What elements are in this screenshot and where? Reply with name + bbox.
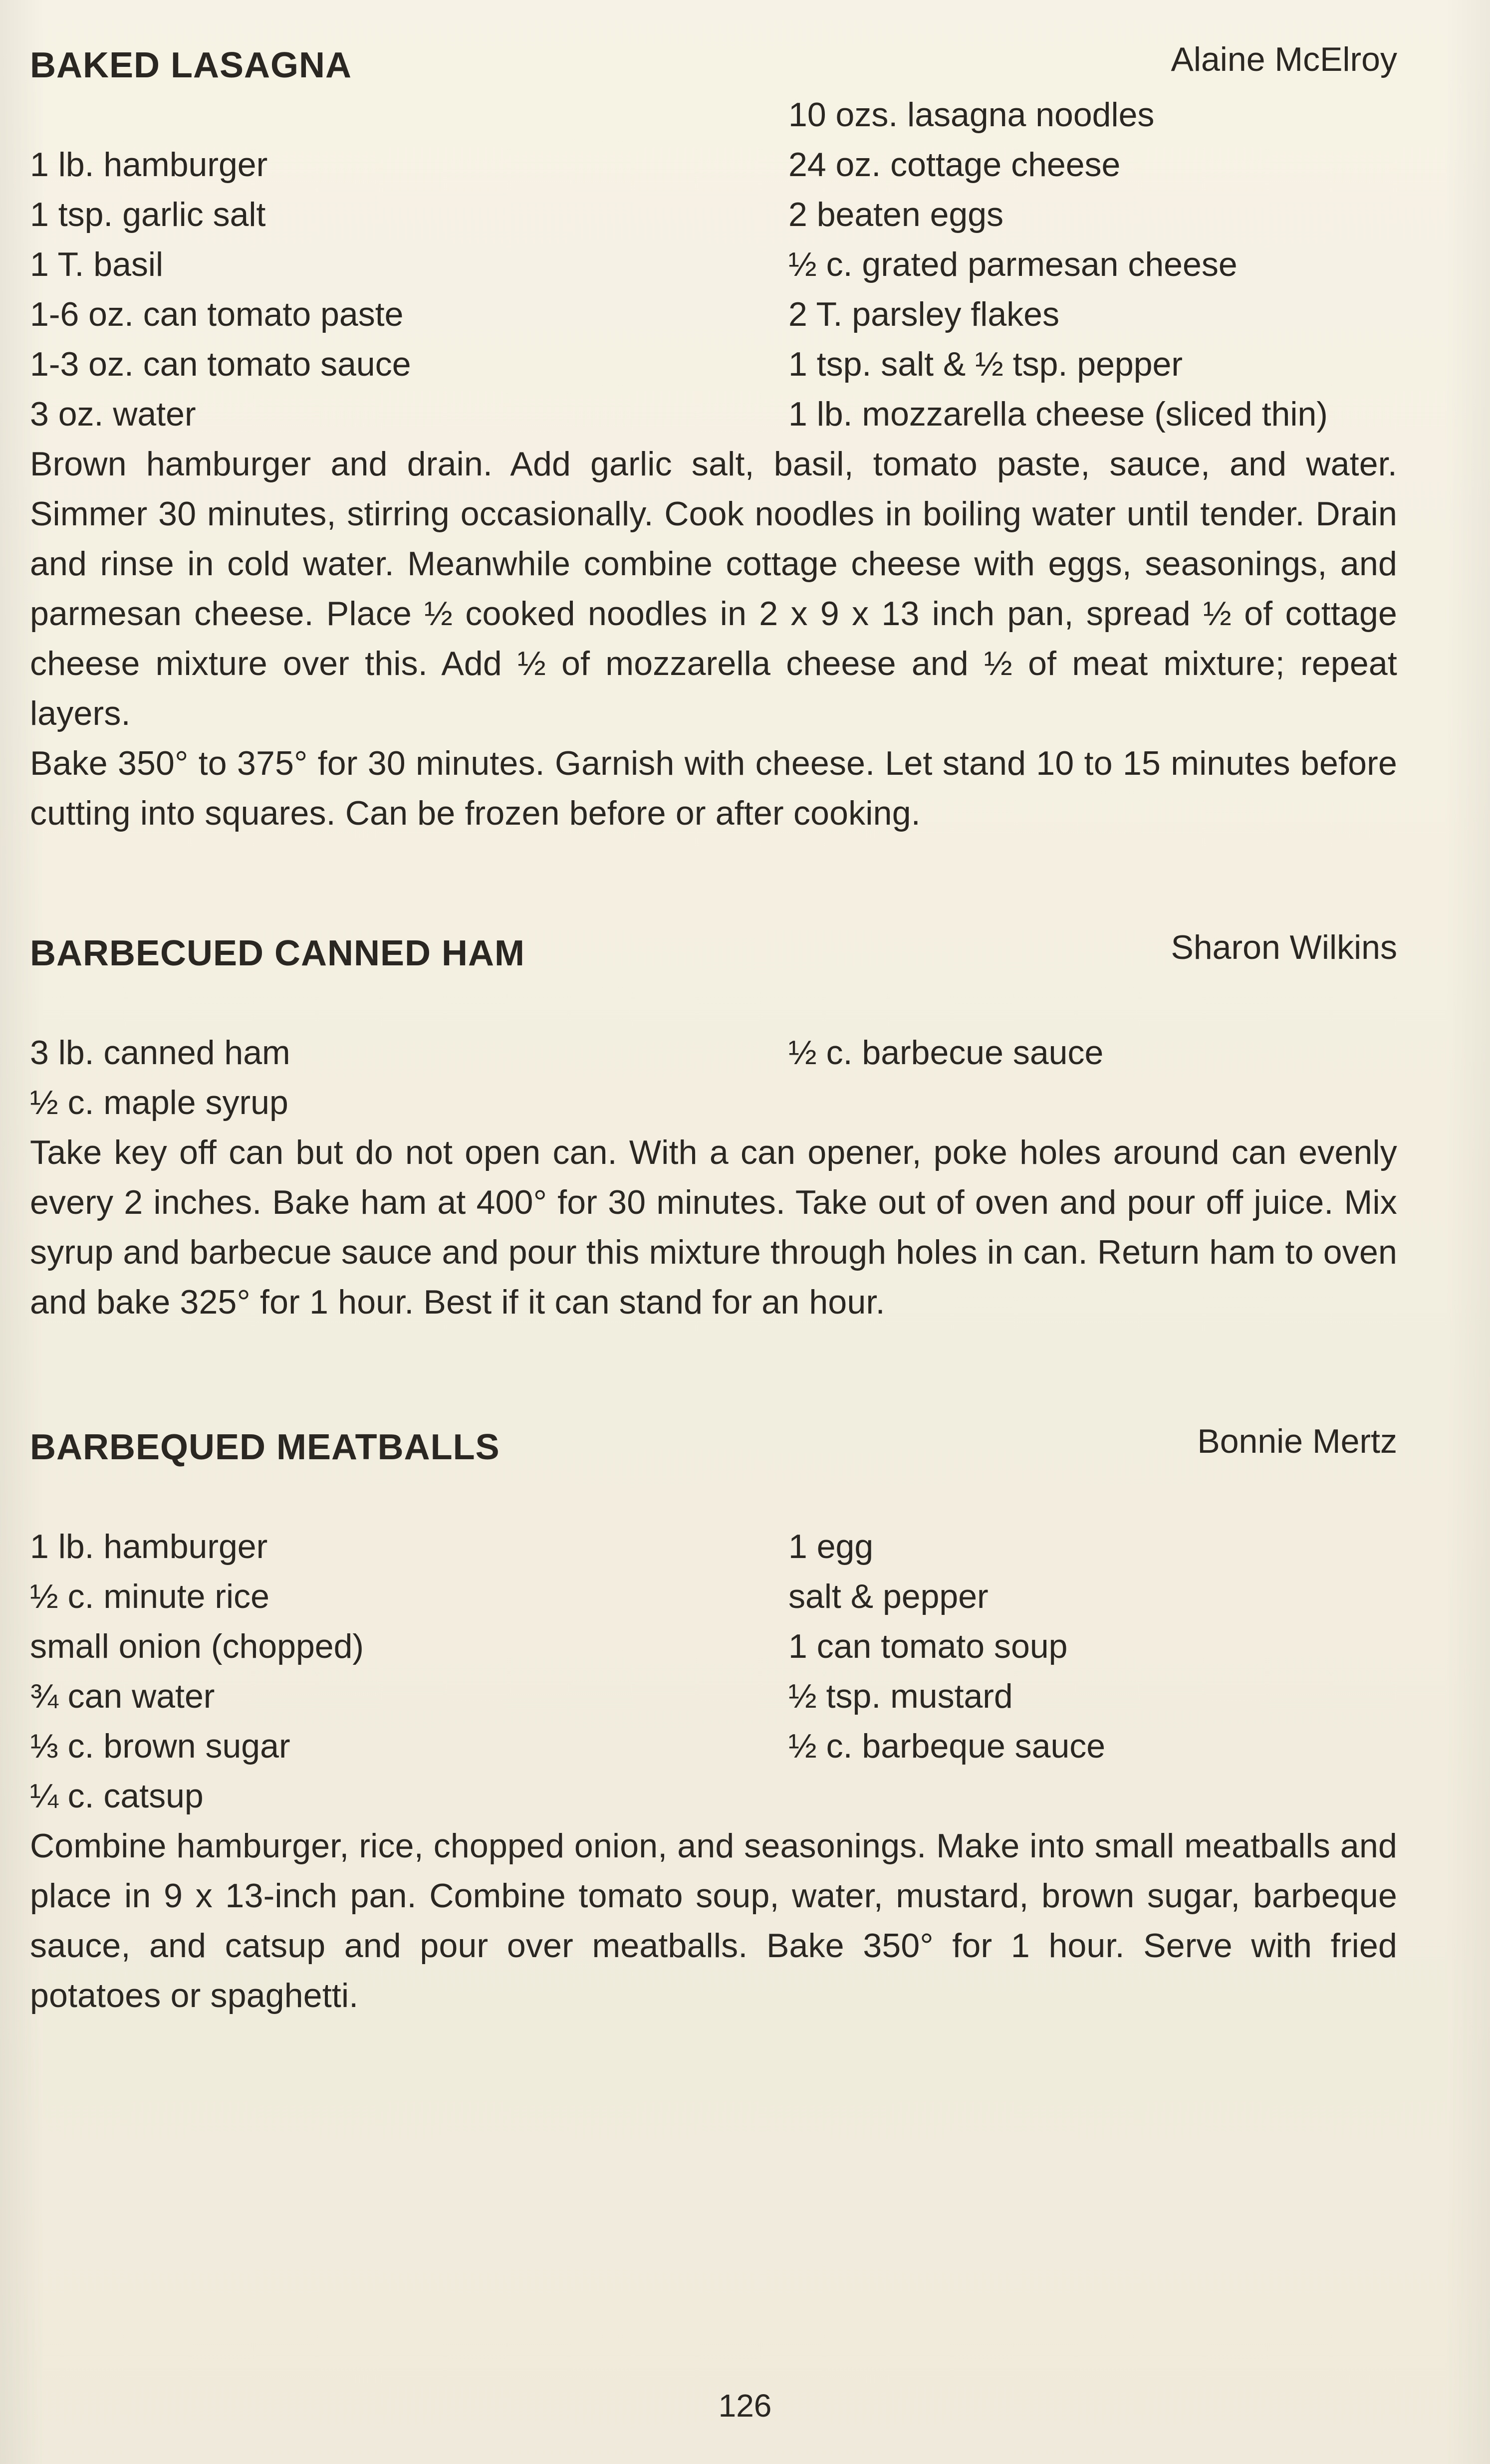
- ingredient-item: 2 beaten eggs: [788, 196, 1004, 233]
- ingredient-item: 1 egg: [788, 1528, 874, 1566]
- ingredient-list: [30, 1472, 1397, 1821]
- ingredient-column-right: [788, 1522, 1397, 1771]
- ingredient-item: ½ c. barbeque sauce: [788, 1727, 1106, 1765]
- ingredient-item: ¾ can water: [30, 1677, 215, 1715]
- ingredient-list: [30, 90, 1397, 439]
- recipe-header: [30, 40, 1397, 90]
- ingredient-item: 10 ozs. lasagna noodles: [788, 96, 1155, 134]
- ingredient-item: 1-3 oz. can tomato sauce: [30, 345, 411, 383]
- ingredient-item: ½ c. grated parmesan cheese: [788, 245, 1238, 283]
- ingredient-item: 3 lb. canned ham: [30, 1034, 290, 1072]
- recipe-baked-lasagna: [30, 40, 1397, 832]
- instruction-paragraph: Bake 350° to 375° for 30 minutes. Garnish with cheese. Let stand 10 to 15 minutes before cutting into squares. Can be frozen before or after cooking.: [30, 744, 1397, 832]
- ingredient-item: 1 T. basil: [30, 245, 164, 283]
- ingredient-item: 2 T. parsley flakes: [788, 295, 1060, 333]
- ingredient-item: 1 lb. hamburger: [30, 1528, 268, 1566]
- ingredient-item: 1 can tomato soup: [788, 1627, 1068, 1665]
- ingredient-column-left: [30, 1522, 778, 1821]
- instruction-paragraph: Combine hamburger, rice, chopped onion, and seasonings. Make into small meatballs and place in 9 x 13-inch pan. Combine tomato soup, water, mustard, brown sugar, barbeque sauce, and catsup and pour over meatballs. Bake 350° for 1 hour. Serve with fried potatoes or spaghetti.: [30, 1827, 1397, 2015]
- ingredient-item: ½ tsp. mustard: [788, 1677, 1013, 1715]
- recipe-author: Sharon Wilkins: [1171, 928, 1397, 966]
- ingredient-item: ½ c. minute rice: [30, 1577, 269, 1615]
- ingredient-item: 1-6 oz. can tomato paste: [30, 295, 404, 333]
- recipe-barbecued-canned-ham: [30, 928, 1397, 1321]
- ingredient-item: ½ c. barbecue sauce: [788, 1034, 1104, 1072]
- ingredient-item: salt & pepper: [788, 1577, 989, 1615]
- recipe-instructions: [30, 439, 1397, 838]
- ingredient-column-right: [788, 1028, 1397, 1078]
- recipe-header: [30, 928, 1397, 978]
- ingredient-item: 3 oz. water: [30, 395, 196, 433]
- ingredient-item: 24 oz. cottage cheese: [788, 146, 1121, 184]
- ingredient-item: 1 lb. mozzarella cheese (sliced thin): [788, 395, 1328, 433]
- ingredient-column-left: [30, 1028, 778, 1127]
- recipe-author: Bonnie Mertz: [1197, 1422, 1397, 1460]
- page-number: 126: [718, 2388, 772, 2424]
- ingredient-list: [30, 978, 1397, 1127]
- recipe-title: BAKED LASAGNA: [30, 45, 352, 85]
- ingredient-item: small onion (chopped): [30, 1627, 364, 1665]
- ingredient-item: 1 tsp. garlic salt: [30, 196, 266, 233]
- recipe-title: BARBECUED CANNED HAM: [30, 933, 525, 973]
- recipe-instructions: [30, 1821, 1397, 2020]
- recipe-title: BARBEQUED MEATBALLS: [30, 1427, 500, 1467]
- ingredient-item: ⅓ c. brown sugar: [30, 1727, 290, 1765]
- instruction-paragraph: Brown hamburger and drain. Add garlic salt, basil, tomato paste, sauce, and water. Simmer 30 minutes, stirring occasionally. Cook noodles in boiling water until tender. Drain and rinse in cold water. Meanwhile combine cottage cheese with eggs, seasonings, and parmesan cheese. Place ½ cooked noodles in 2 x 9 x 13 inch pan, spread ½ of cottage cheese mixture over this. Add ½ of mozzarella cheese and ½ of meat mixture; repeat layers.: [30, 445, 1397, 732]
- instruction-paragraph: Take key off can but do not open can. With a can opener, poke holes around can evenly every 2 inches. Bake ham at 400° for 30 minutes. Take out of oven and pour off juice. Mix syrup and barbecue sauce and pour this mixture through holes in can. Return ham to oven and bake 325° for 1 hour. Best if it can stand for an hour.: [30, 1133, 1397, 1321]
- ingredient-item: 1 lb. hamburger: [30, 146, 268, 184]
- ingredient-item: ¼ c. catsup: [30, 1777, 204, 1815]
- ingredient-item: 1 tsp. salt & ½ tsp. pepper: [788, 345, 1183, 383]
- recipe-header: [30, 1422, 1397, 1472]
- recipe-barbequed-meatballs: [30, 1422, 1397, 2015]
- ingredient-column-left: [30, 140, 778, 439]
- ingredient-column-right: [788, 90, 1397, 439]
- recipe-instructions: [30, 1127, 1397, 1327]
- ingredient-item: ½ c. maple syrup: [30, 1084, 288, 1121]
- recipe-author: Alaine McElroy: [1171, 40, 1397, 78]
